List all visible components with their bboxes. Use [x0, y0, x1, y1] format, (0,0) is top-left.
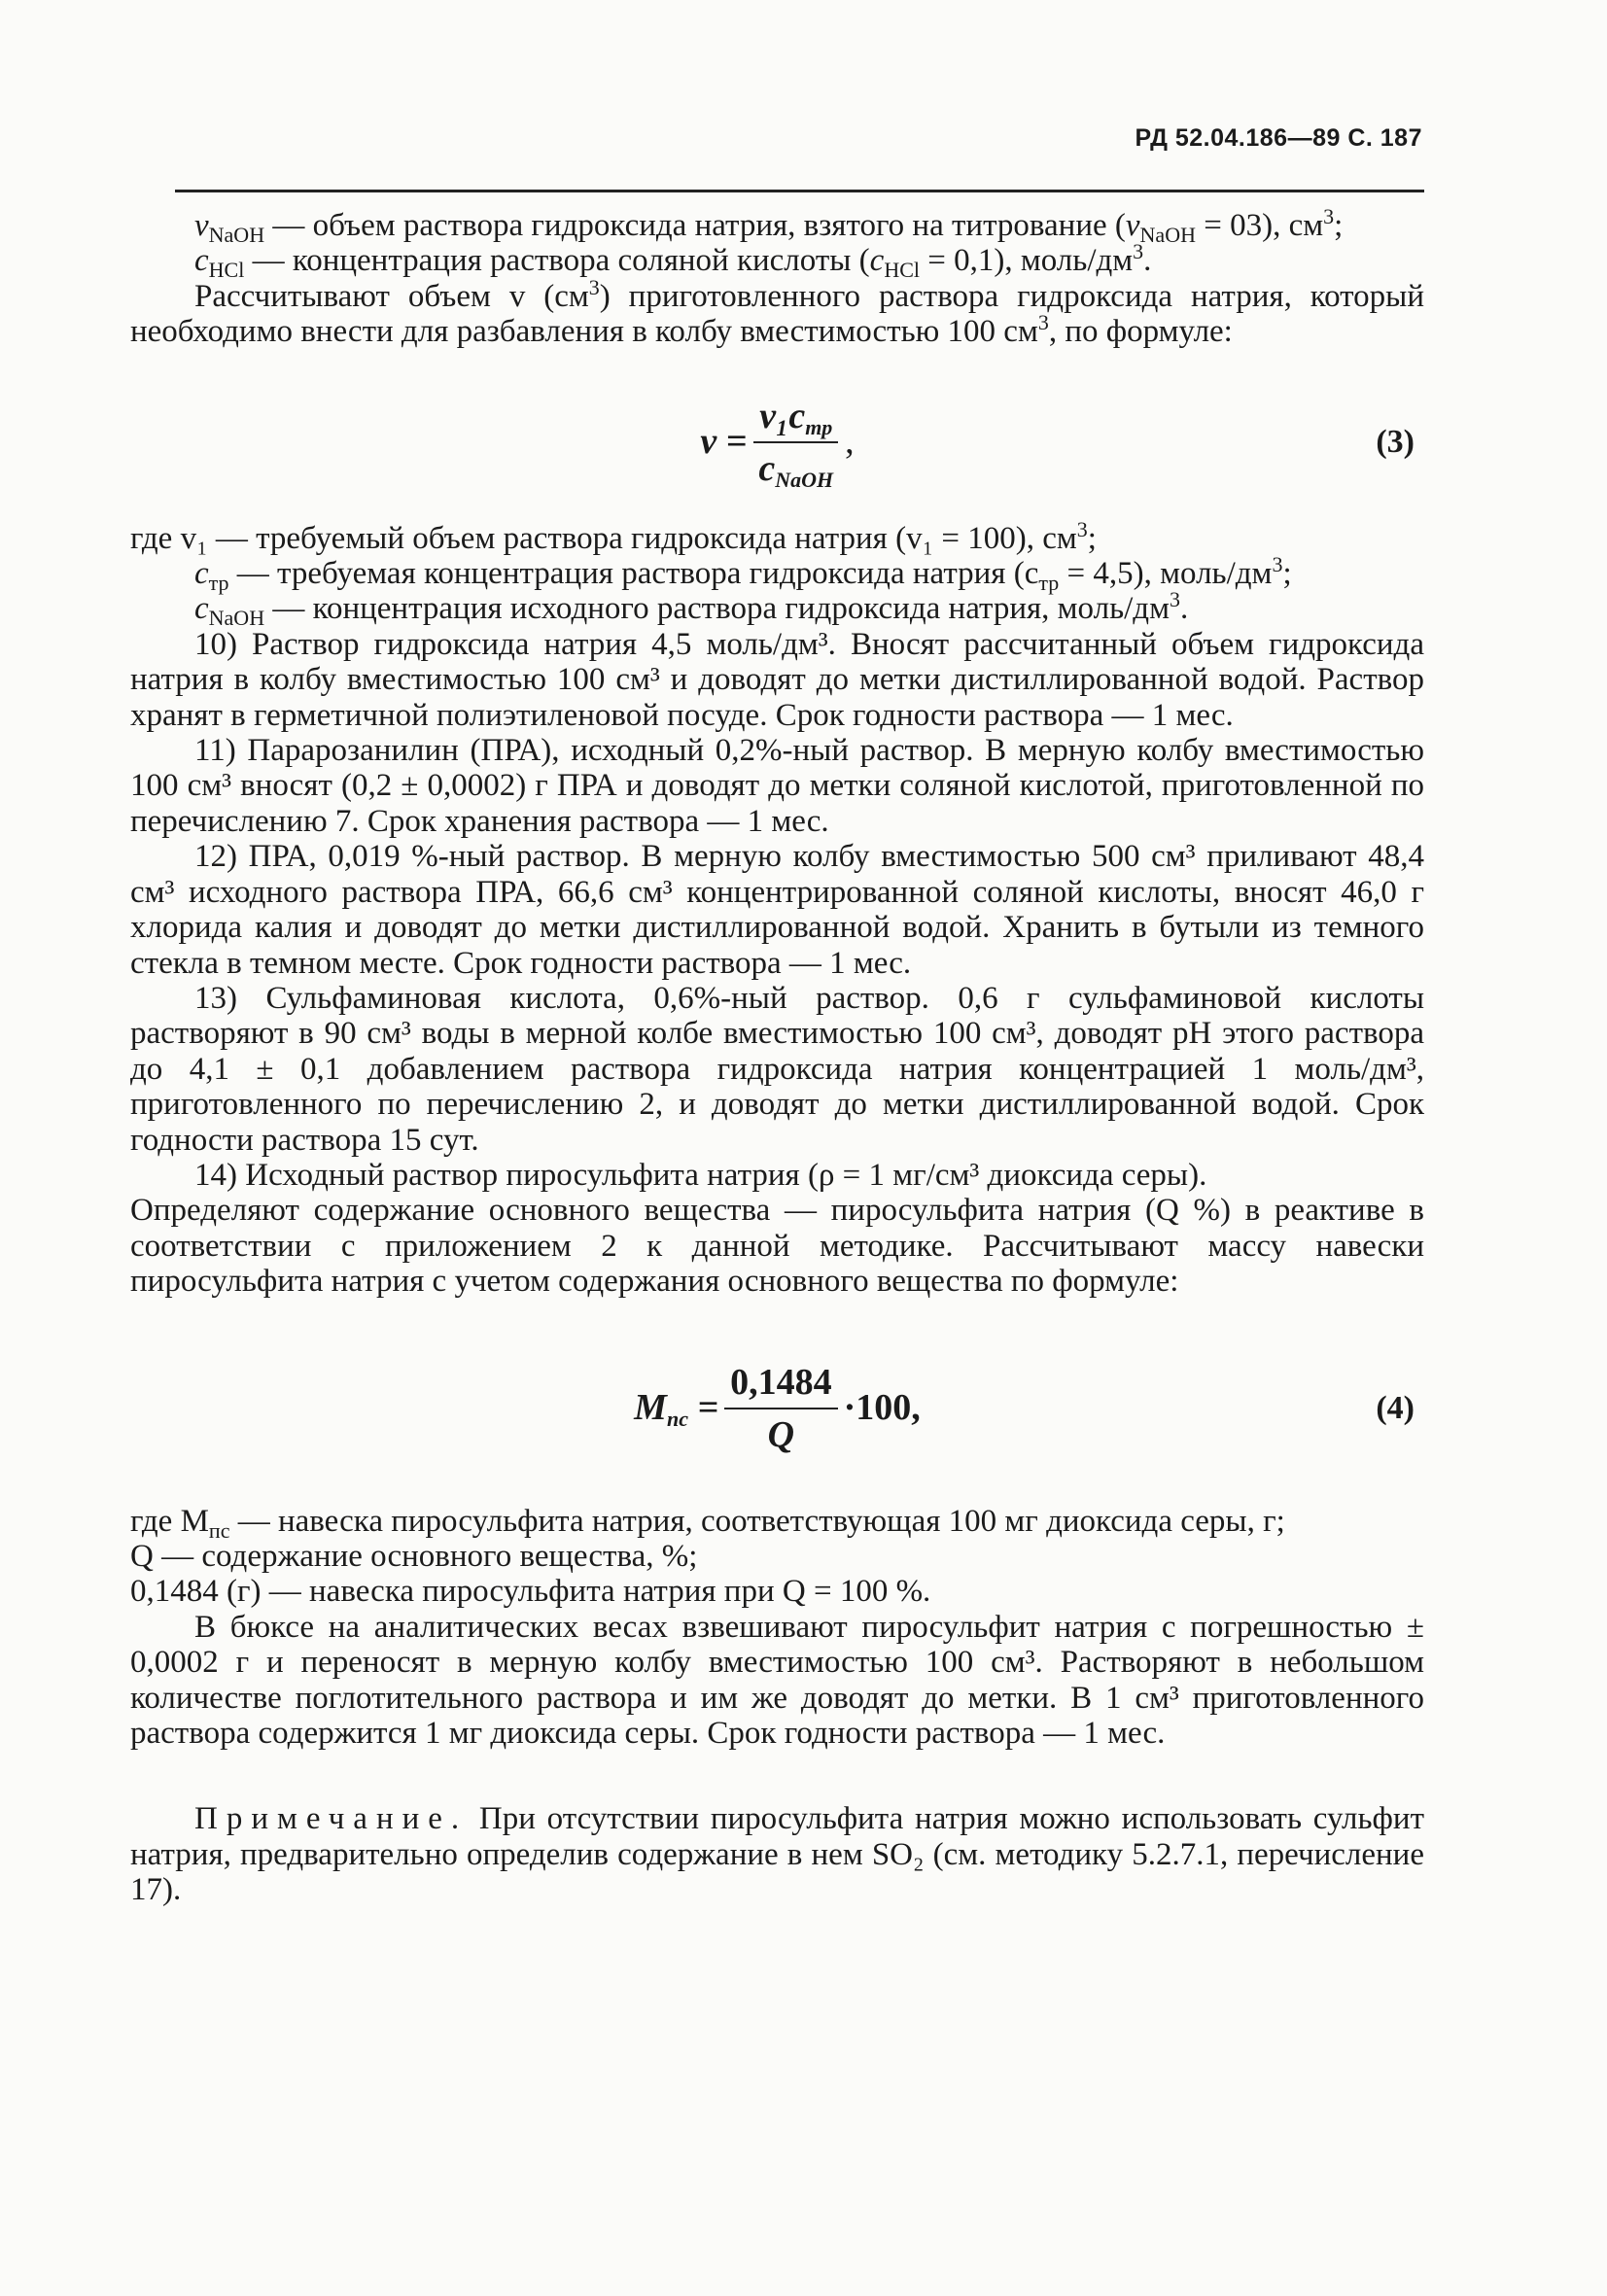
note-label: Примечание. [194, 1801, 469, 1837]
item-10: 10) Раствор гидроксида натрия 4,5 моль/дм³. Вносят рассчитанный объем гидроксида натрия в колбу вместимостью 100 см³ и доводят до метки дистиллированной водой. Раствор хранят в герметичной полиэтиленовой посуде. Срок годности раствора — 1 мес. [130, 626, 1424, 733]
item-11: 11) Парарозанилин (ПРА), исходный 0,2%-ный раствор. В мерную колбу вместимостью 100 см³ вносят (0,2 ± 0,0002) г ПРА и доводят до метки соляной кислотой, приготовленной по перечислению 7. Срок хранения раствора — 1 мес. [130, 733, 1424, 839]
formula-4-number: (4) [1376, 1389, 1415, 1426]
where-c-tr: $c_{тр}$ — требуемая концентрация раствора гидроксида натрия $(c_{тр} = 4,5)$, моль/$дм^3$; [194, 552, 1292, 596]
document-body [130, 204, 1424, 1908]
formula-4: $M_{пс}$ = $\frac{0,1484}{Q}$ ·100, (4) [634, 1361, 1415, 1455]
header-rule [175, 190, 1424, 192]
paragraph-weighing: В бюксе на аналитических весах взвешивают пиросульфит натрия с погрешностью ± 0,0002 г и переносят в мерную колбу вместимостью 100 см³. Растворяют в небольшом количестве поглотительного раствора и им же доводят до метки. В 1 см³ приготовленного раствора содержится 1 мг диоксида серы. Срок годности раствора — 1 мес. [130, 1609, 1424, 1751]
formula-3: v = $\frac{v_1c_{тр}}{c_{NaOH}}$ , (3) [700, 395, 1415, 492]
paragraph-determination: Определяют содержание основного вещества — пиросульфита натрия (Q %) в реактиве в соответствии с приложением 2 к данной методике. Рассчитывают массу навески пиросульфита натрия с учетом содержания основного вещества по формуле: [130, 1193, 1424, 1300]
note-text: При отсутствии пиросульфита натрия можно использовать сульфит натрия, предварительно определив содержание в нем SO₂ (см. методику 5.2.7.1, перечисление 17). [130, 1801, 1424, 1908]
formula-3-number: (3) [1376, 423, 1415, 460]
item-14: 14) Исходный раствор пиросульфита натрия (ρ = 1 мг/см³ диоксида серы). [194, 1157, 1207, 1193]
item-12: 12) ПРА, 0,019 %-ный раствор. В мерную колбу вместимостью 500 см³ приливают 48,4 см³ исходного раствора ПРА, 66,6 см³ концентрированной соляной кислоты, вносят 46,0 г хлорида калия и доводят до метки дистиллированной водой. Хранить в бутыли из темного стекла в темном месте. Срок годности раствора — 1 мес. [130, 839, 1424, 981]
definition-c-hcl: $c_{HCl}$ — концентрация раствора соляной кислоты $(c_{HCl} = 0,1)$, моль/$дм^3$. [194, 239, 1152, 283]
formula-3-fraction: $\frac{v_1c_{тр}}{c_{NaOH}}$ [752, 395, 839, 490]
where-constant: 0,1484 (г) — навеска пиросульфита натрия при Q = 100 %. [130, 1574, 931, 1610]
page-header: РД 52.04.186—89 С. 187 [1135, 124, 1422, 152]
formula-4-lhs: $M_{пс}$ = [634, 1387, 719, 1432]
definition-v-naoh: $v_{NaOH}$ — объем раствора гидроксида натрия, взятого на титрование $(v_{NaOH} = 03)$, $см^3$; [194, 204, 1344, 247]
item-13: 13) Сульфаминовая кислота, 0,6%-ный раствор. 0,6 г сульфаминовой кислоты растворяют в 90 см³ воды в мерной колбе вместимостью 100 см³, доводят рН этого раствора до 4,1 ± 0,1 добавлением раствора гидроксида натрия концентрацией 1 моль/дм³, приготовленного по перечислению 2, и доводят до метки дистиллированной водой. Срок годности раствора 15 сут. [130, 980, 1424, 1158]
where-m-ps: где $M_{пс}$ — навеска пиросульфита натрия, соответствующая 100 мг диоксида серы, г; [130, 1503, 1285, 1543]
formula-3-lhs: v = [700, 421, 748, 463]
paragraph-volume: Рассчитывают объем v $(см^3)$ приготовленного раствора гидроксида натрия, который необходимо внести для разбавления в колбу вместимостью 100 $см^3$, по формуле: [130, 274, 1424, 350]
where-q: Q — содержание основного вещества, %; [130, 1538, 698, 1574]
note [130, 1801, 1424, 1907]
where-v1: где v₁ — требуемый объем раствора гидроксида натрия (v₁ = 100), $см^3$; [130, 516, 1097, 556]
formula-4-fraction: $\frac{0,1484}{Q}$ [724, 1361, 838, 1456]
where-c-naoh: $c_{NaOH}$ — концентрация исходного раствора гидроксида натрия, моль/$дм^3$. [194, 587, 1189, 631]
